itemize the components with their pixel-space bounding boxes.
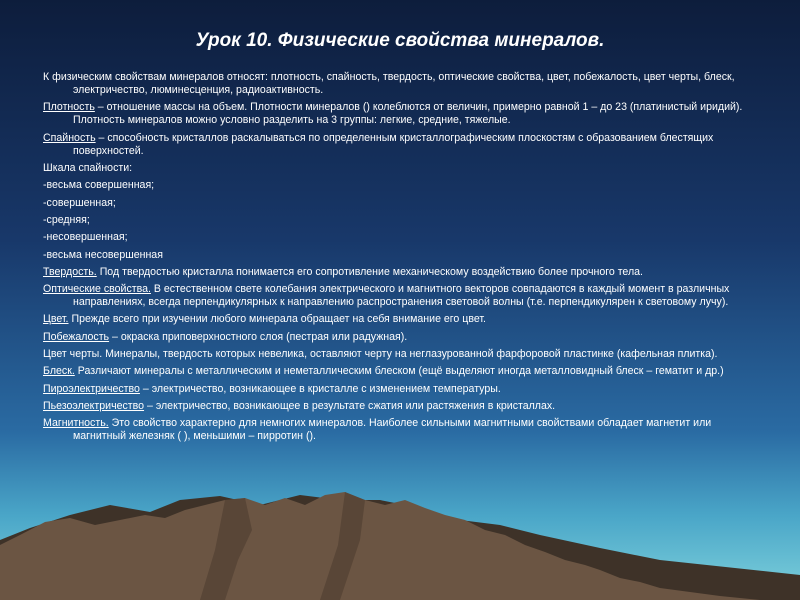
hardness-text: Под твердостью кристалла понимается его сопротивление механическому воздействию более прочного тела. [96, 265, 643, 278]
density-text: – отношение массы на объем. Плотности минералов () колеблются от величин, примерно равной 1 – до 23 (платинистый иридий). Плотность минералов можно условно разделить на 3 группы: легкие, средние, тяжелые. [73, 101, 743, 127]
scale-item: -средняя; [43, 213, 90, 226]
slide-body [43, 71, 753, 448]
density-paragraph [43, 101, 753, 127]
tarnish-paragraph [43, 331, 753, 344]
optical-text: В естественном свете колебания электрического и магнитного векторов совпадаются в каждый момент в различных направлениях, всегда перпендикулярных к направлению распространения световой волны (т.е. перпендикулярен к световому лучу). [73, 283, 730, 309]
scale-item: -весьма несовершенная [43, 248, 163, 261]
scale-item: -несовершенная; [43, 231, 128, 244]
streak-paragraph: Цвет черты. Минералы, твердость которых невелика, оставляют черту на неглазурованной фарфоровой пластинке (кафельная плитка). [43, 348, 718, 361]
magnetism-term: Магнитность. [43, 417, 109, 430]
density-term: Плотность [43, 101, 95, 114]
scale-heading: Шкала спайности: [43, 162, 133, 175]
slide-title: Урок 10. Физические свойства минералов. [195, 30, 605, 51]
piezo-text: – электричество, возникающее в результате сжатия или растяжения в кристаллах. [144, 399, 556, 412]
optical-term: Оптические свойства. [43, 283, 151, 296]
optical-paragraph [43, 283, 753, 309]
cleavage-text: – способность кристаллов раскалываться по определенным кристаллографическим плоскостям с образованием блестящих поверхностей. [73, 131, 714, 157]
piezo-paragraph [43, 400, 753, 413]
intro-paragraph: К физическим свойствам минералов относят: плотность, спайность, твердость, оптические свойства, цвет, побежалость, цвет черты, блеск, электричество, люминесценция, радиоактивность. [43, 71, 735, 97]
hardness-paragraph [43, 266, 753, 279]
cleavage-term: Спайность [43, 131, 96, 144]
hardness-term: Твердость. [43, 265, 97, 278]
magnetism-text: Это свойство характерно для немногих минералов. Наиболее сильными магнитными свойствами обладает магнетит или магнитный железняк ( ), меньшими – пирротин (). [73, 417, 712, 443]
color-term: Цвет. [43, 313, 69, 326]
color-paragraph [43, 313, 753, 326]
pyro-paragraph [43, 383, 753, 396]
piezo-term: Пьезоэлектричество [43, 399, 145, 412]
cleavage-paragraph [43, 132, 753, 158]
scale-item: -совершенная; [43, 196, 116, 209]
luster-term: Блеск. [43, 365, 75, 378]
luster-text: Различают минералы с металлическим и неметаллическим блеском (ещё выделяют иногда металловидный блеск – гематит и др.) [74, 365, 724, 378]
pyro-term: Пироэлектричество [43, 382, 140, 395]
scale-item: -весьма совершенная; [43, 179, 155, 192]
tarnish-text: – окраска приповерхностного слоя (пестрая или радужная). [109, 330, 408, 343]
luster-paragraph [43, 365, 753, 378]
tarnish-term: Побежалость [43, 330, 110, 343]
color-text: Прежде всего при изучении любого минерала обращает на себя внимание его цвет. [68, 313, 487, 326]
magnetism-paragraph [43, 417, 753, 443]
pyro-text: – электричество, возникающее в кристалле с изменением температуры. [139, 382, 501, 395]
